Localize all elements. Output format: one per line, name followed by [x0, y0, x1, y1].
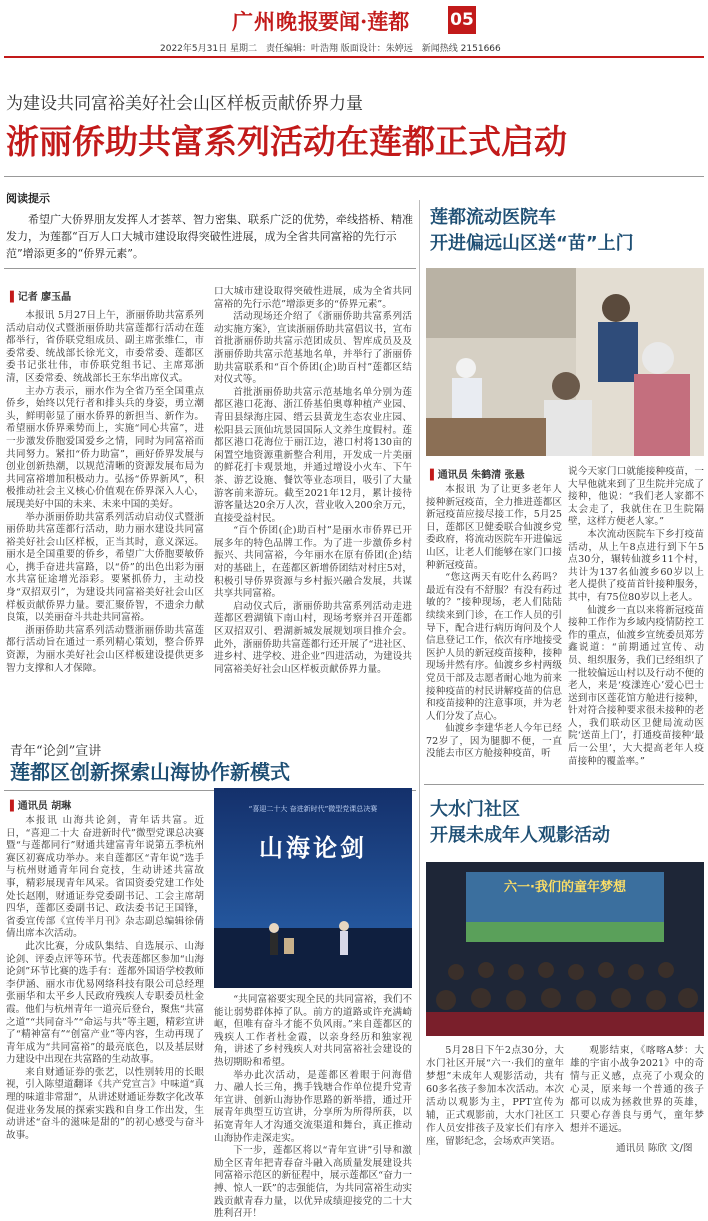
- byline-marker-icon: ▌: [10, 801, 18, 812]
- bottom-byline: ▌通讯员 胡琳: [10, 801, 72, 812]
- paragraph: 口大城市建设取得突破性进展，成为全省共同富裕的先行示范”增添更多的“侨界元素”。: [214, 286, 412, 310]
- paragraph: “共同富裕要实现全民的共同富裕，我们不能让弱势群体掉了队。前方的道路或许充满崎岖，但唯有奋斗才能不负风雨。”来自莲都区的残疾人工作者杜金霞，以亲身经历和独家视角，讲述了乡村残疾人对共同富裕社会建设的热切期盼和希望。: [214, 994, 412, 1068]
- right2-col-1: [426, 1044, 564, 1158]
- paragraph: “您这两天有吃什么药吗？最近有没有不舒服？有没有药过敏的？”接种现场，老人们陆陆续续来到门诊，在工作人员的引导下，配合进行病历询问及个人信息登记工作，依次有序地接受医护人员的新冠疫苗接种，接种现场井然有序。仙渡乡乡村两级党员干部及志愿者耐心地为前来接种疫苗的村民讲解疫苗的信息和疫苗接种的注意事项，并为老人们分发了点心。: [426, 572, 562, 722]
- vaccine-scene-graphic: [426, 268, 704, 456]
- forum-photo: [214, 788, 412, 988]
- paragraph: “百个侨团(企)助百村”是丽水市侨界已开展多年的特色品牌工作。为了进一步激侨乡村振兴、共同富裕，今年丽水在原有侨团(企)结对的基础上，在莲都区新增侨团结对村庄5对，积极引导侨界资源与乡村振兴融合发展，共谋共享共同富裕。: [214, 525, 412, 600]
- cinema-photo: [426, 862, 704, 1036]
- paragraph: 仙渡乡一直以来将新冠疫苗接种工作作为乡域内疫情防控工作的重点，仙渡乡宣统委员郑芳鑫说道：“前期通过宣传、动员、组织服务，我们已经组织了一批较偏远山村以及行动不便的老人，来是‘疫漾连心’爱心巴士送到市区莲花馆方舱进行接种，针对符合接种要求很未接种的老人，我们联动区卫健局流动医院‘送苗上门’，打通疫苗接种‘最后一公里’，大大提高老年人疫苗接种的覆盖率。”: [568, 604, 704, 767]
- right1-title-1: 莲都流动医院车: [430, 207, 556, 228]
- page-number: 05: [448, 6, 476, 34]
- lead-text: 希望广大侨界朋友发挥人才荟萃、智力密集、联系广泛的优势，牵线搭桥、精准发力，为莲都“百万人口大城市建设取得突破性进展，成为全省共同富裕的先行示范”增添更多的“侨界元素”。: [6, 213, 413, 260]
- bottom-col-1: [6, 815, 204, 1160]
- paragraph: 主办方表示，丽水作为全省乃至全国重点侨乡，始终以凭行者和排头兵的身姿，勇立潮头，鲜明彰显了丽水侨界的新担当、新作为。希望丽水侨界乘势而上，实施“同心共富”，进一步激发侨胞爱国爱乡之情，同时为同富裕而共同努力。紧扣“侨力助富”，画好侨界发展与创业创新热潮，以规范清晰的资源发展布局为共同富裕增加积极动力。弘扬“侨界新风”，积极推动社会主义核心价值观在侨界深入人心，展现美好中国的未来、未来中国的美好。: [6, 385, 204, 510]
- column-divider: [419, 200, 420, 1155]
- paragraph: 本报讯 山海共论剑，青年话共富。近日，“喜迎二十大 奋进新时代”微型党课总决赛暨“与莲都同行”财通共建富青年说第五季杭州赛区初赛成功举办。来自莲都区“青年说”选手与杭州财通青年同台竞技，生动讲述共富故事，精彩展现青年风采。省国资委党建工作处处长赵刚，财通证券党委副书记、工会主席胡四华，莲都区委副书记、政法委书记王国锋，省委宣传部《宣传半月刊》杂志副总编辑徐倩倩出席本次活动。: [6, 815, 204, 940]
- screen-text: 六一·我们的童年梦想: [504, 880, 626, 895]
- headline-rule: [4, 176, 704, 177]
- right1-title-2: 开进偏远山区送“苗”上门: [430, 233, 634, 254]
- right1-col-2: [568, 466, 704, 776]
- bottom-col-2: [214, 994, 412, 1220]
- paragraph: 5月28日下午2点30分，大水门社区开展“六一·我们的童年梦想”未成年人观影活动，共有60多名孩子参加本次活动。本次活动以观影为主，PPT宣传为辅，正式观影前，大水门社区工作人员安排孩子及家长们有序入座，留影纪念，会场欢声笑语。: [426, 1045, 564, 1147]
- paragraph: 启动仪式后，浙丽侨助共富系列活动走进莲都区碧湖镇下南山村，现场考察并召开莲都区双招双引、碧湖新城发展规划项目推介会。此外，浙丽侨助共富莲都行还开展了“进社区、进乡村、进学校、进企业”四进活动，为建设共同富裕美好社会山区样板贡献侨界力量。: [214, 600, 412, 675]
- main-byline: ▌记者 廖玉晶: [10, 292, 72, 303]
- issue-info: 2022年5月31日 星期二 责任编辑：叶浩翔 版面设计：朱婷远 新闻热线 2151666: [160, 44, 501, 54]
- masthead-rule: [4, 56, 704, 58]
- paragraph: 举办浙丽侨助共富系列活动启动仪式暨浙丽侨助共富莲都行活动，助力丽水建设共同富裕美好社会山区样板，正当其时，意义深远。丽水是全国重要的侨乡，希望广大侨胞要敏侨心，携手奋进共富路，以“侨”的出色出彩为丽水共富征途增光添彩。要紧抓侨力，主动投身“双招双引”，为建设共同富裕美好社会山区样板贡献侨界力量。要汇聚侨智，不遗余力献良策，以美丽奋斗共赴共同富裕。: [6, 511, 204, 624]
- paragraph: 本报讯 5月27日上午，浙丽侨助共富系列活动启动仪式暨浙丽侨助共富莲都行活动在莲都举行，省侨联党组成员、副主席张维仁，市委常委、统战部长徐光文，市委常委、莲都区委书记张壮伟，市侨联党组书记、主席郑浙清，区委常委、统战部长王东华出席仪式。: [6, 310, 204, 384]
- paragraph: 下一步，莲都区将以“青年宣讲”引导和激励全区青年把青春奋斗融入高质量发展建设共同富裕示范区的新征程中，展示莲都区“奋力一搏、惊人一跃”的志强能信，为共同富裕生动实践贡献青春力量，以优异成绩迎接党的二十大胜利召开！: [214, 1145, 412, 1220]
- photo-banner: 山海论剑: [259, 834, 367, 862]
- main-col-1: [6, 310, 204, 730]
- vaccine-photo: [426, 268, 704, 456]
- right1-byline: ▌通讯员 朱鹤清 张悬: [430, 470, 525, 481]
- bottom-kicker: 青年“论剑”宣讲: [10, 744, 102, 759]
- paragraph: 仙渡乡李建华老人今年已经72岁了，因为腿脚不便，一直没能去市区方舱接种疫苗，听: [426, 723, 562, 760]
- main-col-2: [214, 286, 412, 730]
- paragraph: 此次比赛，分成队集结、自选展示、山海论剑、评委点评等环节。代表莲都区参加“山海论剑”环节比赛的选手有：莲都外国语学校教师李伊涵、丽水市优易网络科技有限公司总经理张丽华和太平乡人民政府残疾人专职委员杜金霞。他们与杭州青年一道亮后登台，聚焦“共富之道”“共同奋斗”“命运与共”等主题，精彩宣讲了“精神富有”“创富产业”等内容，生动再现了青年成为“共同富裕”的最亮底色，以及基层财力建设中出现在共富路的生动故事。: [6, 940, 204, 1066]
- section-name: 要闻·莲都: [318, 9, 410, 34]
- right2-title-1: 大水门社区: [430, 799, 520, 820]
- paragraph: 本报讯 为了让更多老年人接种新冠疫苗，全力推进莲都区新冠疫苗应接尽接工作，5月25日，莲都区卫健委联合仙渡乡党委政府，将流动医院车开进偏远山区，让老人们能够在家门口接种新冠疫苗。: [426, 484, 562, 571]
- right2-col-2: [570, 1044, 704, 1138]
- lead-label: 阅读提示: [6, 192, 50, 205]
- byline-marker-icon: ▌: [10, 292, 18, 303]
- byline-marker-icon: ▌: [430, 470, 438, 481]
- right2-title-2: 开展未成年人观影活动: [430, 825, 610, 846]
- main-headline: 浙丽侨助共富系列活动在莲都正式启动: [6, 122, 567, 161]
- paragraph: 活动现场还介绍了《浙丽侨助共富系列活动实施方案》，宣读浙丽侨助共富倡议书，宣布首批浙丽侨助共富示范团成员、智库成员及及浙丽侨助共富示范基地名单，并举行了浙丽侨助共富联系和“百个侨团(企)助百村”莲都区结对仪式等。: [214, 311, 412, 386]
- paragraph: 观影结束，《喀喀A梦：大雄的宇宙小战争2021》中的奇情与正义感，点亮了小观众的心灵，原来每一个普通的孩子都可以成为拯救世界的英雄，只要心存善良与勇气，童年梦想并不遥远。: [570, 1045, 704, 1134]
- photo-subtitle: “喜迎二十大 奋进新时代”微型党课总决赛: [248, 805, 378, 813]
- right2-byline: 通讯员 陈欣 文/图: [616, 1143, 693, 1154]
- right1-col-1: [426, 484, 562, 776]
- forum-stage-graphic: [214, 788, 412, 988]
- bottom-title: 莲都区创新探索山海协作新模式: [10, 760, 290, 784]
- paragraph: 举办此次活动，是莲都区着眼于问海借力、融人长三角，携手钱塘合作单位提升党青年宣讲、创新山海协作思路的新举措，通过开展青年典型互访宣讲，分享所为所得所获，以拓宽青年人才沟通交流渠道和舞台，真正推动山海协作走深走实。: [214, 1069, 412, 1144]
- newspaper-logo: 广州晚报: [232, 9, 320, 34]
- main-kicker: 为建设共同富裕美好社会山区样板贡献侨界力量: [6, 94, 363, 114]
- paragraph: 说今天家门口就能接种疫苗，一大早他就来到了卫生院并完成了接种，他说：“我们老人家都不太会走了，我就住在卫生院隔壁，这样方便老人家。”: [568, 466, 704, 528]
- paragraph: 本次流动医院车下乡打疫苗活动，从上午8点进行到下午5点30分，辗转仙渡乡11个村，共计为137名仙渡乡60岁以上老人提供了疫苗首针接种服务，其中，有75位80岁以上老人。: [568, 528, 704, 603]
- lead-rule: [4, 268, 416, 269]
- paragraph: 首批浙丽侨助共富示范基地名单分别为莲都区港口花海、浙江侨基伯奥尊种植产业园、青田县绿海庄园、缙云县黄龙生态农业庄园、松阳县云顶仙坑景园国际人文养生度假村。莲都区港口花海位于丽江边，港口村将130亩的闲置空地资源重新整合利用，开发成一片美丽的鲜花打卡观景地，并通过增设小火车、下午茶、游艺设施、餐饮等业态项目，吸引了大量游客前来游玩。截至2021年12月，累计接待游客量达20余万人次，营业收入200余万元，直接受益村民。: [214, 386, 412, 524]
- right-rule: [424, 784, 704, 785]
- paragraph: 浙丽侨助共富系列活动暨浙丽侨助共富莲都行活动旨在通过一系列精心策划，整合侨界资源，为丽水美好社会山区样板建设提供更多智力支撑和人才保障。: [6, 624, 204, 674]
- paragraph: 来自财通证券的张艺，以性别转用的长眼视，引入陈望道翻译《共产党宣言》中味道“真理的味道非常甜”，从讲述财通证券数字化改革促进业务发展的探索实践和自身工作出发，生动讲述“奋斗的滋味是甜的”的初心感受与奋斗故事。: [6, 1066, 204, 1141]
